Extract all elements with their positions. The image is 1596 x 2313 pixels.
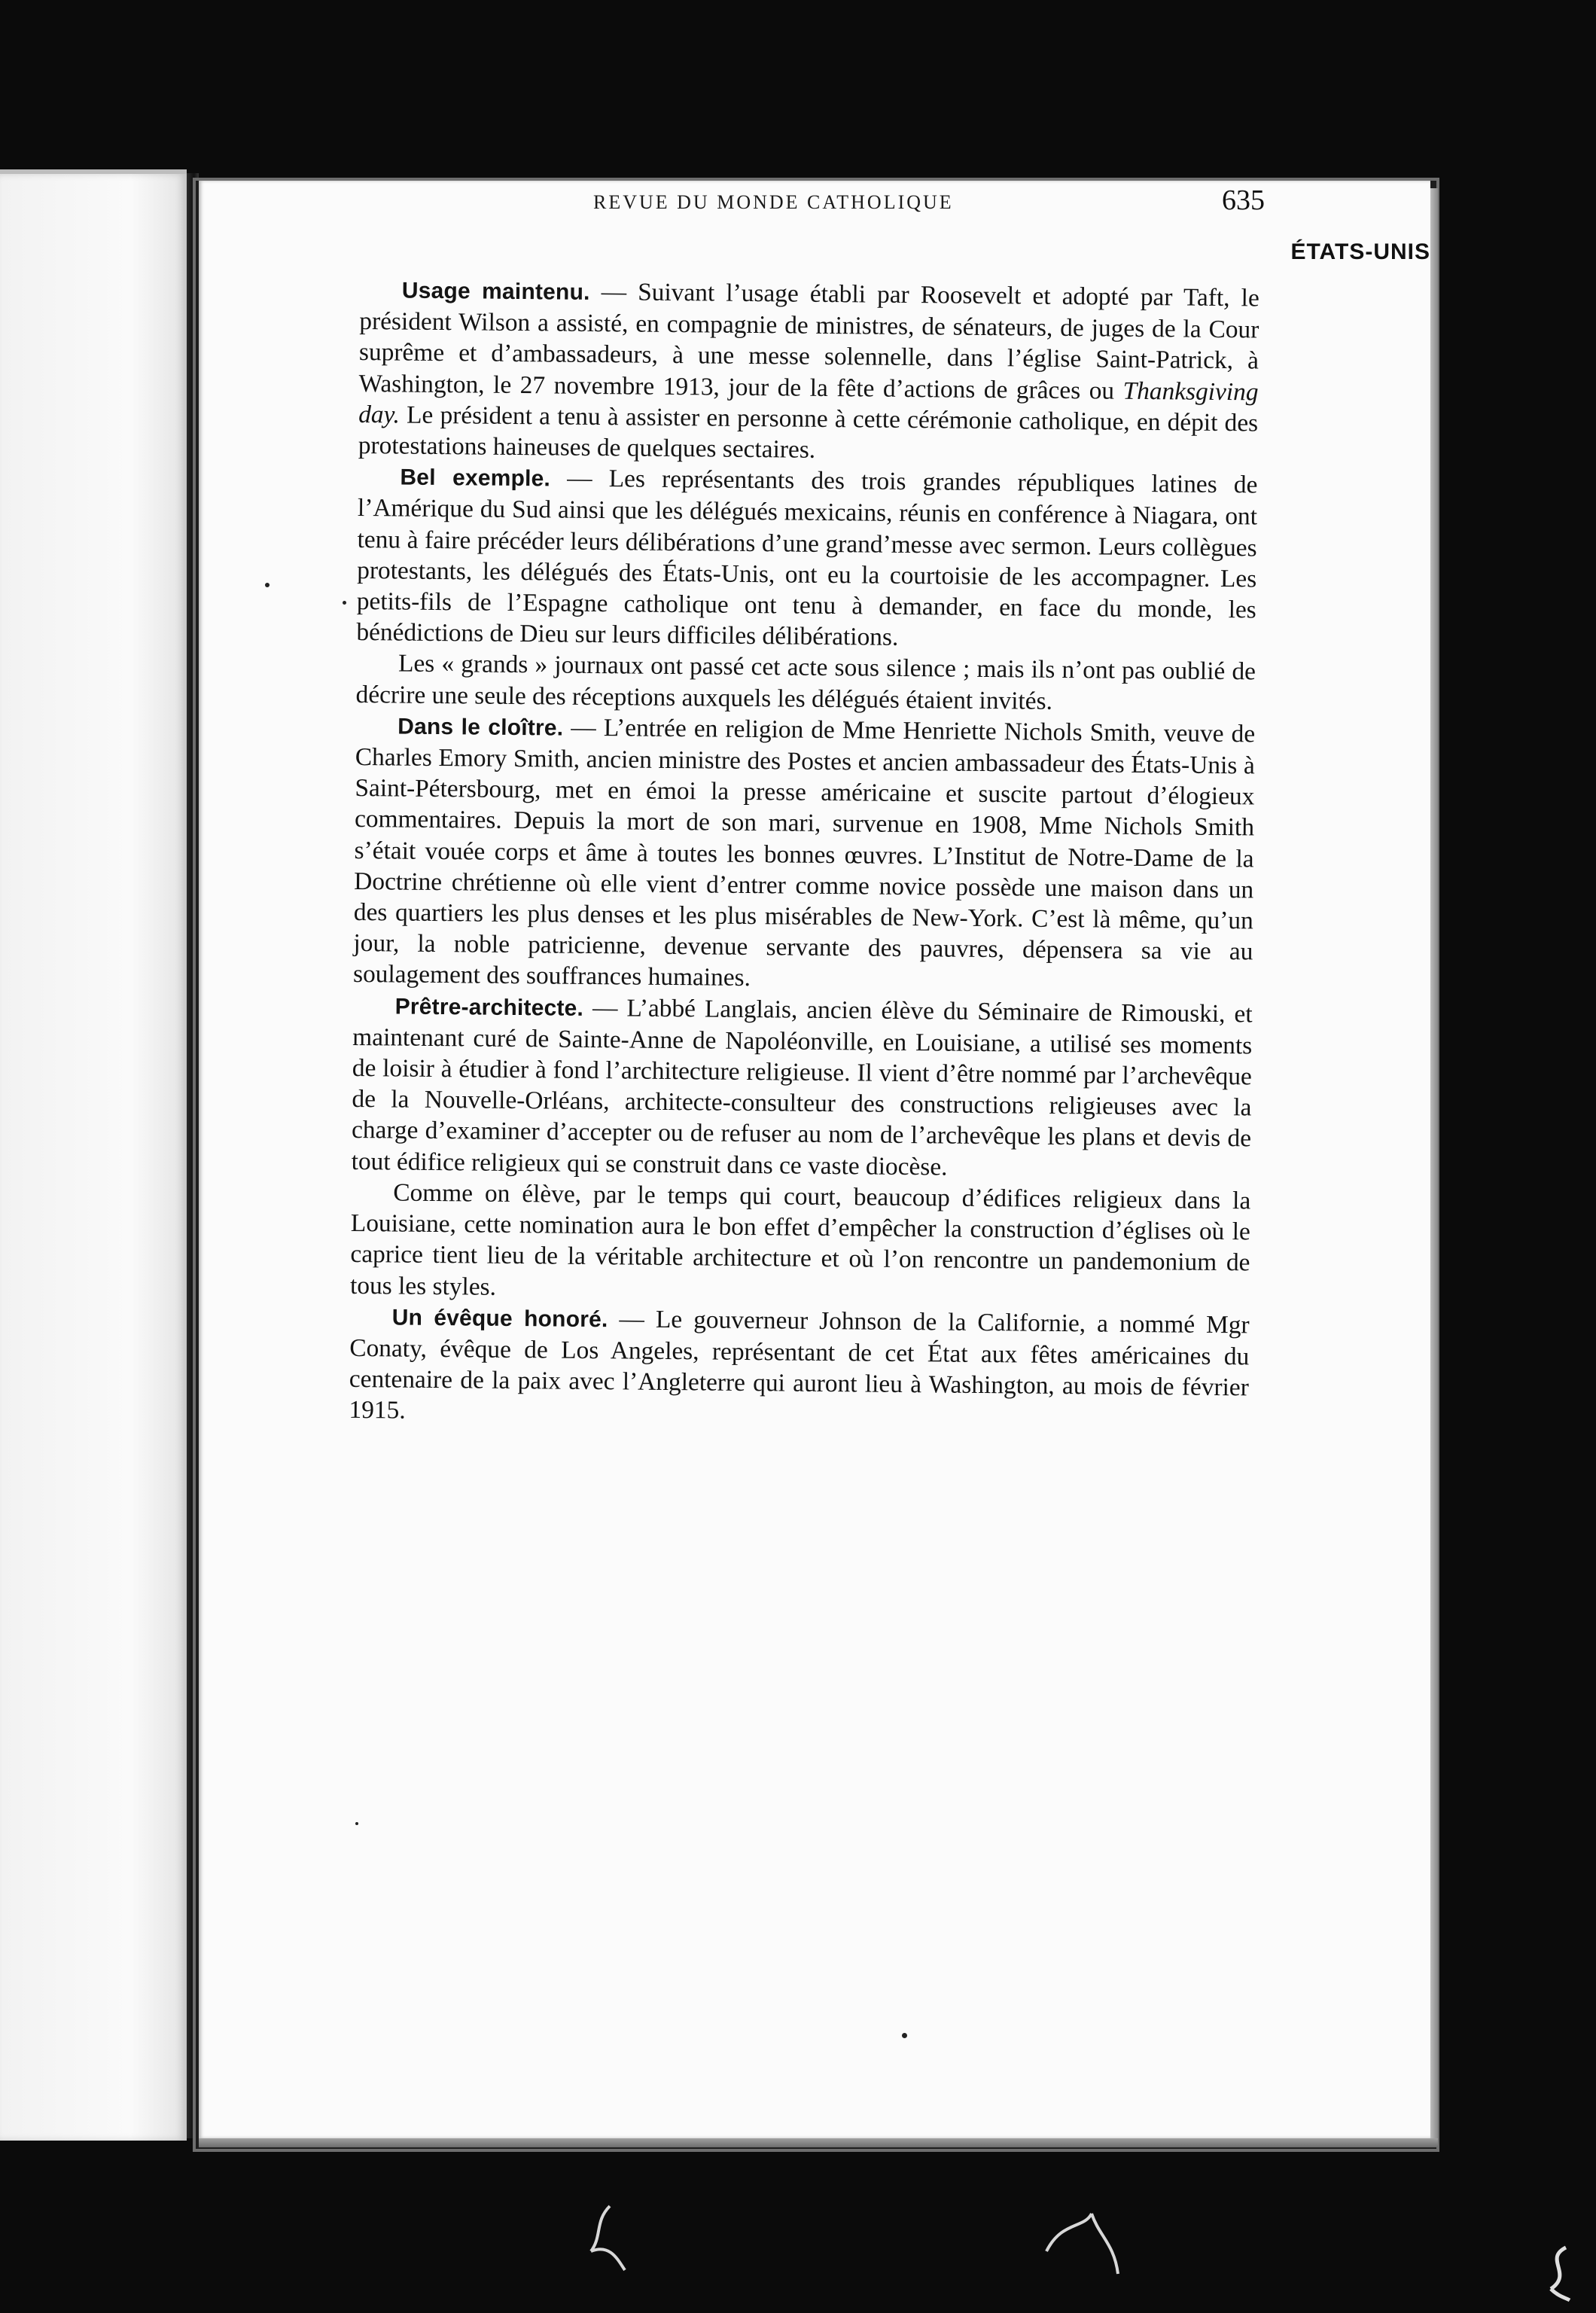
paragraph-text-end: Le président a tenu à assister en personne à cette cérémonie catholique, en dépit des protestations haineuses de quelques sectaires.: [358, 401, 1259, 464]
scan-speck: [355, 1822, 358, 1825]
page-edge: [1430, 188, 1438, 2140]
paragraph-lead: Usage maintenu.: [401, 278, 590, 305]
running-head: REVUE DU MONDE CATHOLIQUE: [593, 191, 954, 213]
paragraph-text: — Suivant l’usage établi par Roosevelt et adopté par Taft, le président Wilson a assisté, en compagnie de ministres, de sénateurs, de juges de la Cour suprême et d’ambassadeurs, à une messe solennelle, dans l’église Saint-Patrick, à Washington, le 27 novembre 1913, jour de la fête d’actions de grâces ou: [358, 277, 1259, 405]
scan-artifact: [1536, 2244, 1581, 2304]
scan-speck: [265, 583, 270, 587]
scan-speck: [343, 601, 346, 605]
paragraph-comme-on-eleve: [350, 1177, 1251, 1309]
scan-speck: [902, 2033, 907, 2038]
paragraph-text: — L’entrée en religion de Mme Henriette Nichols Smith, veuve de Charles Emory Smith, ancien ministre des Postes et ancien ambassadeur des États-Unis à Saint-Pétersbourg, met en émoi la presse américaine et suscite partout d’élogieux commentaires. Depuis la mort de son mari, survenue en 1908, Mme Nichols Smith s’était vouée corps et âme à toutes les bonnes œuvres. L’Institut de Notre-Dame de la Doctrine chrétienne où elle vient d’entrer comme novice possède une maison dans un des quartiers les plus denses et les plus misérables de New-York. C’est là même, qu’un jour, la noble patricienne, devenue servante des pauvres, dépensera sa vie au soulagement des souffrances humaines.: [352, 713, 1256, 992]
section-title: ÉTATS-UNIS: [1290, 239, 1430, 264]
paragraph-text: Comme on élève, par le temps qui court, beaucoup d’édifices religieux dans la Louisiane, cette nomination aura le bon effet d’empêcher la construction d’églises où le caprice tient lieu de la véritable architecture et où l’on rencontre un pandemonium de tous les styles.: [349, 1178, 1251, 1301]
paragraph-grands-journaux: [355, 648, 1256, 718]
paragraph-text: — L’abbé Langlais, ancien élève du Séminaire de Rimouski, et maintenant curé de Sainte-Anne de Napoléonville, en Louisiane, a utilisé ses moments de loisir à étudier à fond l’architecture religieuse. Il vient d’être nommé par l’archevêque de la Nouvelle-Orléans, architecte-consulteur des constructions religieuses avec la charge d’examiner d’accepter ou de refuser au nom de l’archevêque les plans et devis de tout édifice religieux qui se construit dans ce vaste diocèse.: [351, 993, 1253, 1181]
paragraph-lead: Prêtre-architecte.: [394, 994, 584, 1021]
scan-artifact: [580, 2199, 640, 2274]
paragraph-italic: Thanksgiving day.: [358, 376, 1259, 429]
paragraph-text: — Le gouverneur Johnson de la Californie, a nommé Mgr Conaty, évêque de Los Angeles, représentant de cet État aux fêtes américaines du centenaire de la paix avec l’Angleterre qui auront lieu à Washington, au mois de février 1915.: [349, 1304, 1250, 1425]
paragraph-lead: Bel exemple.: [400, 465, 551, 492]
article-body: [349, 274, 1259, 1434]
paragraph-lead: Un évêque honoré.: [391, 1305, 608, 1332]
paragraph-lead: Dans le cloître.: [397, 714, 564, 741]
page-bottom-edge: [199, 2138, 1438, 2147]
paragraph-pretre-architecte: [351, 990, 1252, 1186]
paragraph-usage-maintenu: [358, 274, 1259, 470]
paragraph-text: — Les représentants des trois grandes républiques latines de l’Amérique du Sud ainsi que les délégués mexicains, réunis en conférence à Niagara, ont tenu à faire précéder leurs délibérations d’une grand’messe avec sermon. Leurs collègues protestants, les délégués des États-Unis, ont eu la courtoisie de les accompagner. Les petits-fils de l’Espagne catholique ont tenu à demander, en face du monde, les bénédictions de Dieu sur leurs difficiles délibérations.: [356, 464, 1258, 652]
page-header: [391, 181, 1265, 226]
scan-artifact: [1039, 2206, 1122, 2281]
paragraph-dans-le-cloitre: [353, 710, 1256, 998]
paragraph-bel-exemple: [356, 461, 1257, 657]
page-number: 635: [1222, 184, 1265, 216]
paragraph-un-eveque-honore: [349, 1301, 1250, 1434]
left-page-fragment: [0, 169, 187, 2141]
paragraph-text: Les « grands » journaux ont passé cet acte sous silence ; mais ils n’ont pas oublié de décrire une seule des réceptions auxquels les délégués étaient invités.: [355, 649, 1256, 715]
